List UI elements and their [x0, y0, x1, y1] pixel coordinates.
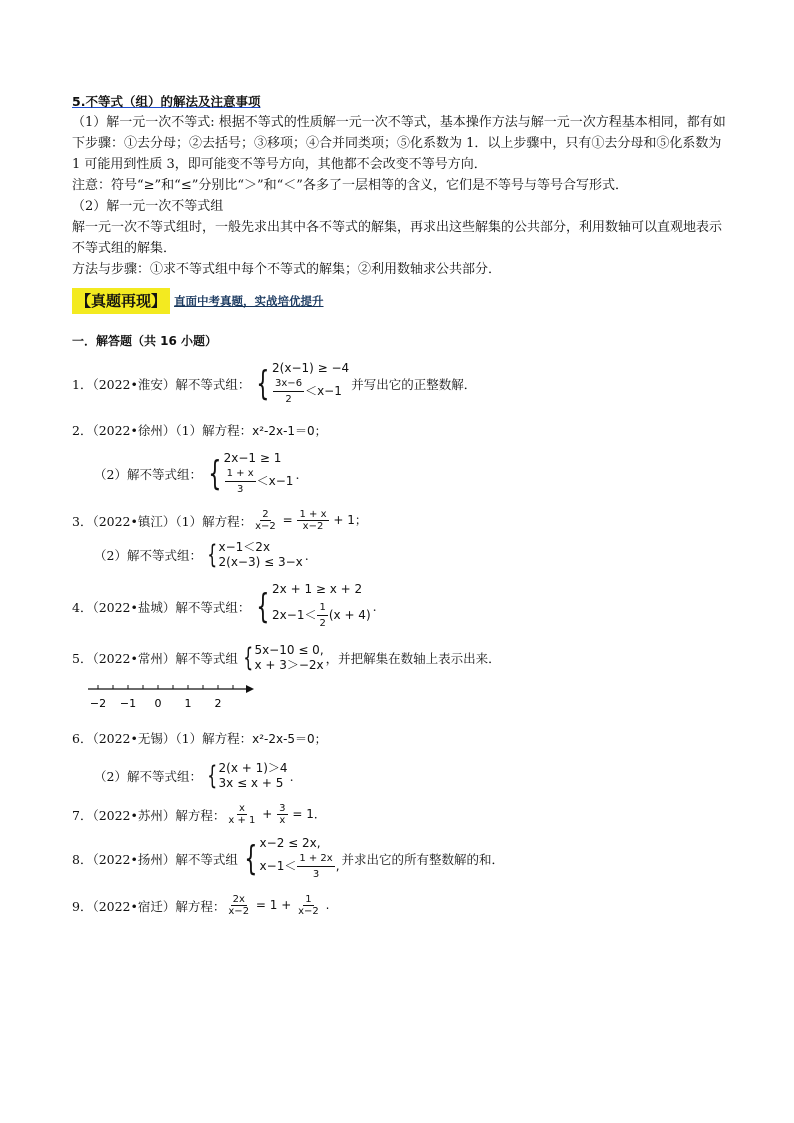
system-line-2-rest: ＜x−1	[305, 384, 342, 398]
paragraph-subtitle: （2）解一元一次不等式组	[72, 199, 224, 214]
exercise-heading: 一．解答题（共 16 小题）	[72, 334, 218, 348]
tick-label: 2	[214, 697, 222, 710]
equation: $\frac{x}{x + 1}$ + $\frac{3}{x}$ = 1．	[228, 803, 326, 826]
tick-label: 1	[184, 697, 192, 710]
problem-2-part-2	[72, 451, 732, 497]
problem-prefix: 6．（2022•无锡）（1）解方程：	[72, 731, 253, 746]
section-banner	[72, 288, 732, 314]
system-line-1: 2(x + 1)＞4	[218, 761, 288, 775]
banner-label: 【真题再现】	[72, 288, 170, 314]
paragraph-4: 解一元一次不等式组时，一般先求出其中各不等式的解集，再求出这些解集的公共部分，利用数轴可以直观地表示不等式组的解集．	[72, 220, 723, 256]
problem-3-part-2	[72, 540, 732, 570]
problem-prefix: 7．（2022•苏州）解方程：	[72, 807, 226, 823]
equation: $\frac{2x}{x-2}$ = 1 + $\frac{1}{x-2}$ .	[228, 894, 330, 917]
inequality-system: { x−2 ≤ 2x, x−1＜ $\frac{1 + 2x}{3}$ ,	[244, 836, 340, 880]
problem-prefix: 5．（2022•常州）解不等式组	[72, 651, 238, 666]
problem-suffix: ，并把解集在数轴上表示出来．	[325, 651, 501, 666]
problem-suffix: .	[372, 599, 377, 614]
problem-suffix: .	[295, 466, 300, 482]
problem-prefix: 1．（2022•淮安）解不等式组：	[72, 377, 251, 392]
problem-2	[72, 421, 732, 439]
problem-prefix: 9．（2022•宿迁）解方程：	[72, 898, 226, 914]
banner-subtitle: 直面中考真题，实战培优提升	[174, 294, 324, 308]
section-title: 5.不等式（组）的解法及注意事项	[72, 94, 261, 109]
problem-suffix: 并写出它的正整数解．	[351, 377, 477, 392]
system-line-2: 3x ≤ x + 5	[218, 776, 284, 790]
system-line-2: 2(x−3) ≤ 3−x	[218, 555, 303, 569]
inequality-system	[204, 761, 288, 791]
problem-prefix: 2．（2022•徐州）（1）解方程：	[72, 423, 253, 438]
inequality-system	[240, 643, 324, 673]
problem-5	[72, 643, 732, 673]
brace-icon: {	[207, 761, 218, 791]
problem-4	[72, 582, 732, 631]
brace-icon: {	[256, 364, 270, 404]
system-line-1: 2x + 1 ≥ x + 2	[272, 582, 363, 596]
fraction: $\frac{1 + x}{3}$	[226, 468, 254, 495]
brace-icon: {	[208, 454, 222, 494]
problem-7	[72, 803, 732, 826]
system-line-1: 2x−1 ≥ 1	[223, 451, 282, 465]
problem-prefix: （2）解不等式组：	[94, 548, 202, 563]
system-line-2-rest: ＜x−1	[256, 474, 294, 488]
system-line-2: x + 3＞−2x	[254, 658, 324, 672]
equation: x²-2x-1＝0；	[252, 423, 327, 438]
equation: x²-2x-5＝0；	[252, 731, 327, 746]
number-line	[86, 681, 732, 719]
paragraph-note: 注意：符号“≥”和“≤”分别比“＞”和“＜”各多了一层相等的含义，它们是不等号与等号合写形式．	[72, 178, 628, 193]
brace-icon: {	[256, 586, 270, 627]
problem-6	[72, 729, 732, 747]
problem-3	[72, 509, 732, 532]
page-content	[72, 92, 732, 917]
problem-prefix: 4．（2022•盐城）解不等式组：	[72, 599, 251, 615]
problem-suffix: .	[289, 768, 294, 784]
tick-label: −1	[119, 697, 137, 710]
paragraph-1: （1）解一元一次不等式: 根据不等式的性质解一元一次不等式，基本操作方法与解一元一次方程基本相同，都有如下步骤：①去分母；②去括号；③移项；④合并同类项；⑤化系数为 1．以上步骤中，只有①去分母和⑤化系数为 1 可能用到性质 3，即可能变不等号方向，其他都不会改变不等号方向．	[72, 115, 726, 172]
inequality-system	[204, 451, 293, 497]
problem-prefix: 8．（2022•扬州）解不等式组	[72, 852, 238, 867]
brace-icon: {	[243, 643, 254, 673]
system-line-1: 2(x−1) ≥ −4	[272, 361, 350, 375]
inequality-system	[252, 361, 349, 407]
arrow-icon	[246, 685, 254, 693]
problem-6-part-2	[72, 761, 732, 791]
problem-prefix: （2）解不等式组：	[94, 769, 202, 784]
system-line-1: x−1＜2x	[218, 540, 271, 554]
problem-suffix: .	[304, 547, 309, 563]
inequality-system: { 2x + 1 ≥ x + 2 2x−1＜ $\frac{1}{2}$ (x + 4)	[256, 582, 371, 629]
problem-8	[72, 836, 732, 882]
problem-9	[72, 894, 732, 917]
system-line-1: x−2 ≤ 2x,	[259, 836, 321, 850]
number-line-svg	[86, 681, 256, 715]
tick-label: 0	[154, 697, 162, 710]
equation: $\frac{2}{x-2}$ = $\frac{1 + x}{x-2}$ + 1；	[255, 509, 367, 532]
problem-1	[72, 361, 732, 407]
system-line-1: 5x−10 ≤ 0,	[254, 643, 324, 657]
inequality-system	[204, 540, 303, 570]
brace-icon: {	[207, 540, 218, 570]
brace-icon: {	[244, 839, 258, 879]
paragraph-steps: 方法与步骤：①求不等式组中每个不等式的解集；②利用数轴求公共部分．	[72, 262, 502, 277]
problem-prefix: （2）解不等式组：	[94, 467, 202, 482]
tick-label: −2	[89, 697, 107, 710]
problem-prefix: 3．（2022•镇江）（1）解方程：	[72, 513, 253, 529]
fraction: $\frac{3x-6}{2}$	[275, 378, 303, 405]
problem-suffix: 并求出它的所有整数解的和．	[341, 852, 505, 867]
